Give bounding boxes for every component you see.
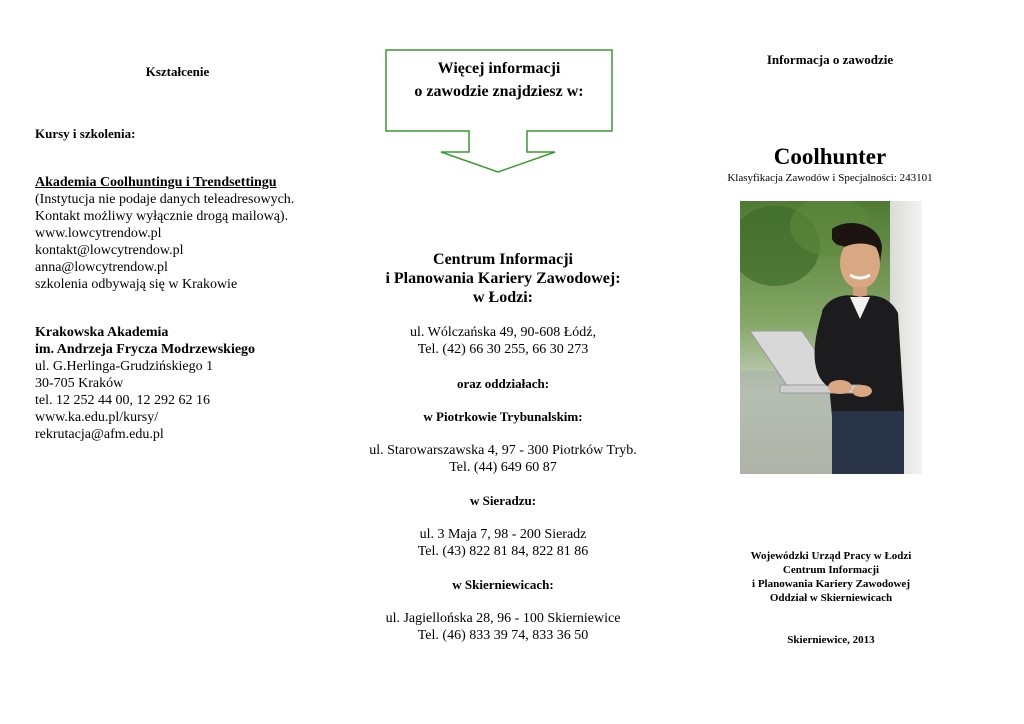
office-line-3: i Planowania Kariery Zawodowej	[752, 578, 910, 590]
org1-email-2: anna@lowcytrendow.pl	[35, 260, 168, 275]
org2-name-2: im. Andrzeja Frycza Modrzewskiego	[35, 342, 256, 357]
job-classification: Klasyfikacja Zawodów i Specjalności: 243101	[727, 172, 933, 184]
callout-line-2: o zawodzie znajdziesz w:	[414, 83, 584, 100]
sieradz-contact	[345, 526, 661, 560]
branches-label: oraz oddziałach:	[456, 376, 550, 391]
piotrkow-label: w Piotrkowie Trybunalskim:	[423, 409, 583, 424]
sieradz-address: ul. 3 Maja 7, 98 - 200 Sieradz	[419, 527, 587, 542]
info-title: Informacja o zawodzie	[766, 52, 894, 67]
skierniewice-phone: Tel. (46) 833 39 74, 833 36 50	[417, 628, 589, 643]
office-line-4: Oddział w Skierniewicach	[769, 592, 893, 604]
center-heading	[345, 250, 661, 307]
lodz-phone: Tel. (42) 66 30 255, 66 30 273	[417, 342, 589, 357]
org1-website: www.lowcytrendow.pl	[35, 226, 162, 241]
org2-name-1: Krakowska Akademia	[35, 325, 169, 340]
skierniewice-contact	[345, 610, 661, 644]
lodz-address: ul. Wólczańska 49, 90-608 Łódź,	[410, 325, 596, 340]
center-heading-3: w Łodzi:	[473, 289, 533, 306]
skierniewice-label: w Skierniewicach:	[452, 577, 554, 592]
org2-email: rekrutacja@afm.edu.pl	[35, 427, 164, 442]
office-line-1: Wojewódzki Urząd Pracy w Łodzi	[750, 550, 912, 562]
org2-street: ul. G.Herlinga-Grudzińskiego 1	[35, 359, 214, 374]
org2-phone: tel. 12 252 44 00, 12 292 62 16	[35, 393, 210, 408]
office-info	[700, 549, 962, 605]
sieradz-label: w Sieradzu:	[469, 493, 537, 508]
org1-email-1: kontakt@lowcytrendow.pl	[35, 243, 184, 258]
org-akademia-coolhuntingu	[35, 174, 294, 293]
org2-city: 30-705 Kraków	[35, 376, 124, 391]
piotrkow-address: ul. Starowarszawska 4, 97 - 300 Piotrków Tryb.	[369, 443, 637, 458]
office-line-2: Centrum Informacji	[782, 564, 880, 576]
more-info-callout	[386, 57, 612, 103]
piotrkow-phone: Tel. (44) 649 60 87	[449, 460, 557, 475]
org-krakowska-akademia	[35, 324, 255, 443]
place-year: Skierniewice, 2013	[787, 634, 875, 646]
org1-location: szkolenia odbywają się w Krakowie	[35, 277, 238, 292]
person-with-laptop-photo	[740, 201, 922, 474]
section-title-education: Kształcenie	[145, 64, 210, 79]
sieradz-phone: Tel. (43) 822 81 84, 822 81 86	[417, 544, 589, 559]
job-title: Coolhunter	[773, 144, 887, 169]
org2-website: www.ka.edu.pl/kursy/	[35, 410, 159, 425]
org1-name: Akademia Coolhuntingu i Trendsettingu	[35, 175, 277, 190]
org1-note-2: Kontakt możliwy wyłącznie drogą mailową).	[35, 209, 289, 224]
center-heading-1: Centrum Informacji	[433, 251, 573, 268]
piotrkow-contact	[345, 442, 661, 476]
center-heading-2: i Planowania Kariery Zawodowej:	[385, 270, 621, 287]
courses-heading: Kursy i szkolenia:	[35, 126, 136, 141]
org1-note-1: (Instytucja nie podaje danych teleadresowych.	[35, 192, 295, 207]
lodz-contact	[345, 324, 661, 358]
skierniewice-address: ul. Jagiellońska 28, 96 - 100 Skierniewice	[385, 611, 621, 626]
callout-line-1: Więcej informacji	[437, 60, 561, 77]
